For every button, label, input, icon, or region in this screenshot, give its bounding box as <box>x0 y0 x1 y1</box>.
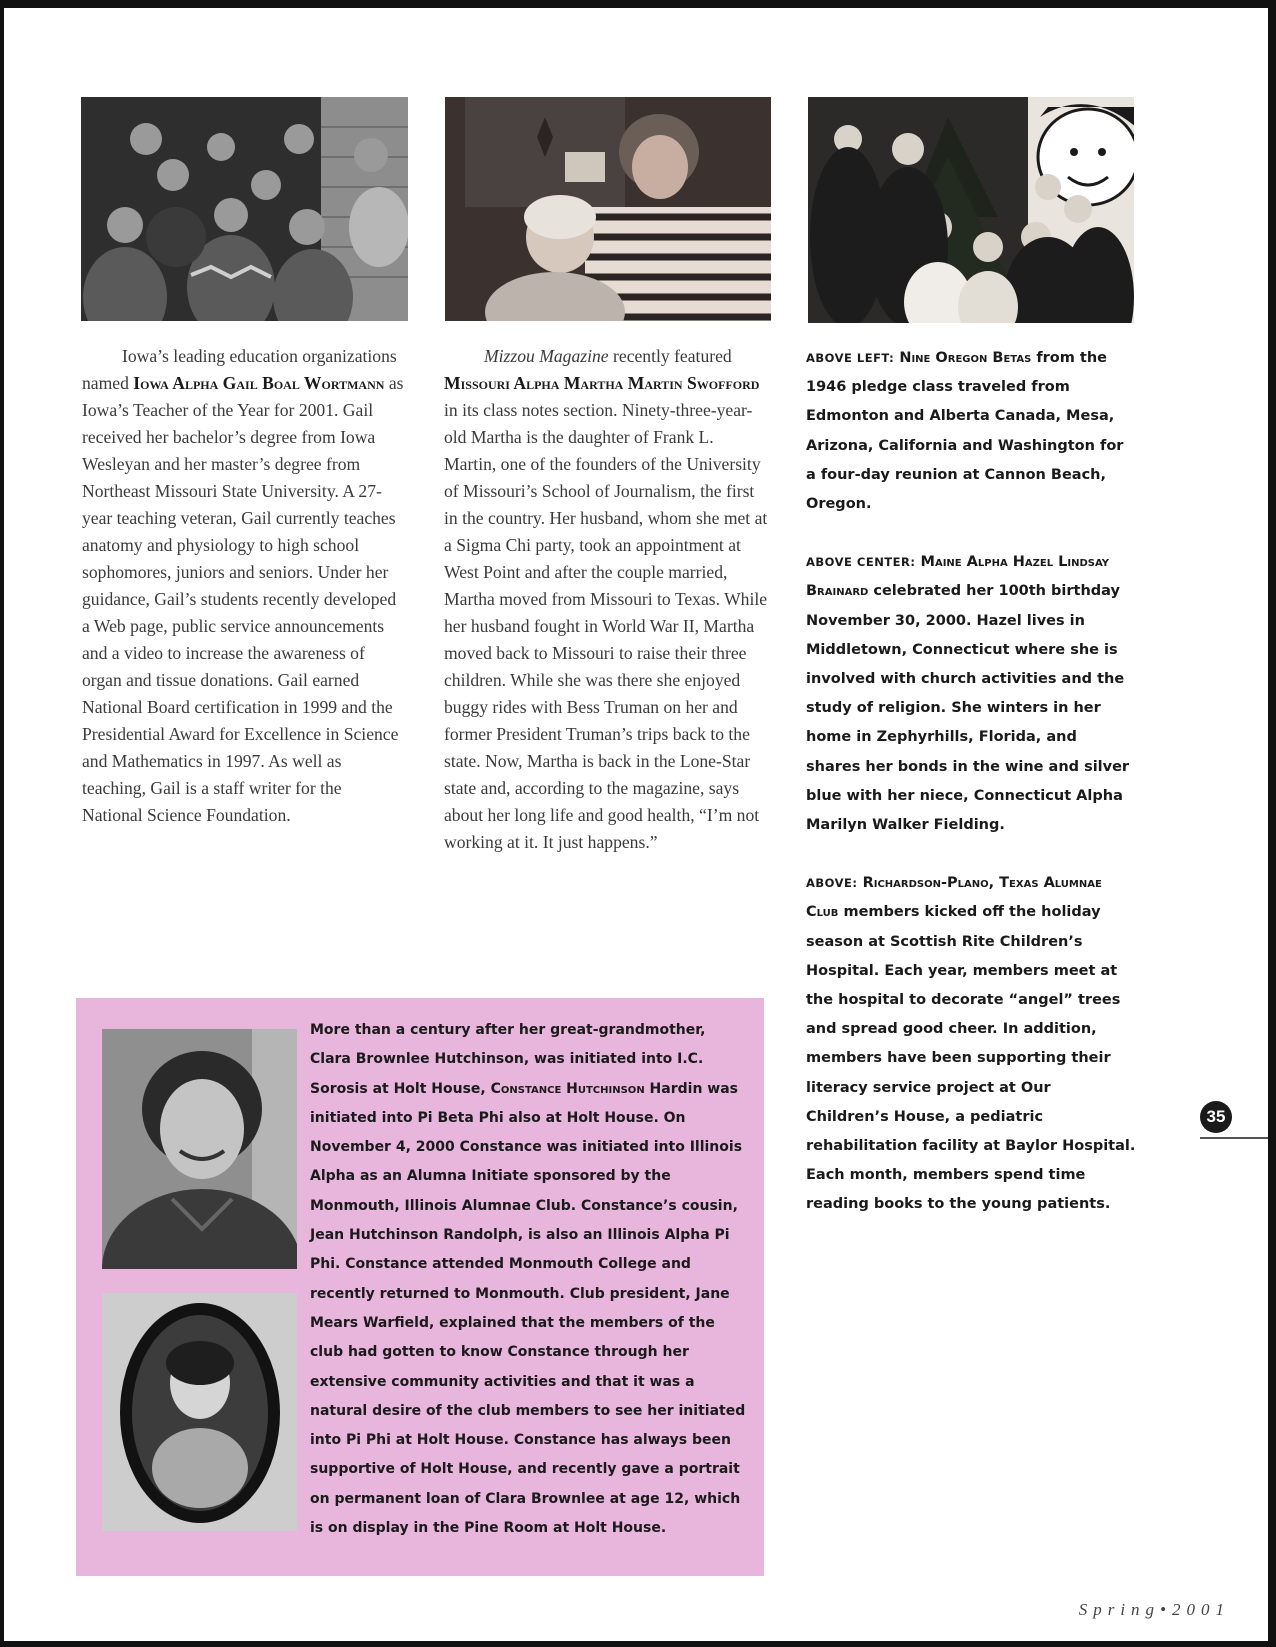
caption-above-left <box>806 344 1136 519</box>
richardson-plano-photo <box>808 97 1134 323</box>
issue-footer: Spring•2001 <box>1078 1600 1230 1619</box>
page-frame-left <box>0 0 4 1647</box>
oregon-betas-photo <box>81 97 408 321</box>
missouri-text-body: in its class notes section. Ninety-three-year-old Martha is the daughter of Frank L. Martin, one of the founders of the University of Missouri’s School of Journalism, the first in the country. Her husband, whom she met at a Sigma Chi party, took an appointment at West Point and after the couple married, Martha moved from Missouri to Texas. While her husband fought in World War II, Martha moved back to Missouri to raise their three children. While she was there she enjoyed buggy rides with Bess Truman on her and former President Truman’s trips back to the state. Now, Martha is back in the Lone-Star state and, according to the magazine, says about her long life and good health, “I’m not working at it. It just happens.” <box>444 400 768 852</box>
page-number-rule <box>1200 1137 1268 1139</box>
caption-label: ABOVE LEFT: <box>806 351 895 365</box>
photo-captions <box>806 344 1136 1249</box>
pink-honoree-name: Constance Hutchinson <box>490 1080 645 1097</box>
constance-hardin-photo <box>102 1029 297 1269</box>
caption-subject: Maine Alpha Hazel Lindsay Brainard <box>806 554 1109 600</box>
caption-label: ABOVE: <box>806 876 858 891</box>
iowa-paragraph <box>82 343 405 829</box>
page-number-badge: 35 <box>1200 1101 1232 1133</box>
page-frame-bottom <box>0 1641 1276 1647</box>
pink-paragraph <box>310 1016 750 1543</box>
hazel-brainard-photo <box>445 97 771 321</box>
caption-above <box>806 869 1136 1219</box>
missouri-honoree-name: Missouri Alpha Martha Martin Swofford <box>444 373 760 393</box>
iowa-text-intro: Iowa’s leading education organizations named <box>82 346 397 393</box>
clara-brownlee-portrait <box>102 1293 297 1531</box>
caption-text: celebrated her 100th birthday November 30, 2000. Hazel lives in Middletown, Connecticut where she is involved with church activities and the study of religion. She winters in her home in Zephyrhills, Florida, and shares her bonds in the wine and silver blue with her niece, Connecticut Alpha Marilyn Walker Fielding. <box>806 583 1130 834</box>
constance-hardin-story <box>310 1016 750 1543</box>
caption-subject: Richardson-Plano, Texas Alumnae Club <box>806 875 1102 921</box>
missouri-text-intro: recently featured <box>608 346 732 366</box>
caption-subject: Nine Oregon Betas <box>899 350 1032 366</box>
missouri-paragraph <box>444 343 769 856</box>
pink-text-body: Hardin was initiated into Pi Beta Phi also at Holt House. On November 4, 2000 Constance was initiated into Illinois Alpha as an Alumna Initiate sponsored by the Monmouth, Illinois Alumnae Club. Constance’s cousin, Jean Hutchinson Randolph, is also an Illinois Alpha Pi Phi. Constance attended Monmouth College and recently returned to Monmouth. Club president, Jane Mears Warfield, explained that the members of the club had gotten to know Constance through her extensive community activities and that it was a natural desire of the club members to see her initiated into Pi Phi at Holt House. Constance has always been supportive of Holt House, and recently gave a portrait on permanent loan of Clara Brownlee at age 12, which is on display in the Pine Room at Holt House. <box>310 1080 746 1537</box>
magazine-title: Mizzou Magazine <box>484 346 609 366</box>
caption-above-center <box>806 548 1136 840</box>
pink-text-intro: More than a century after her great-grandmother, Clara Brownlee Hutchinson, was initiated into I.C. Sorosis at Holt House, <box>310 1022 706 1097</box>
missouri-article <box>444 343 769 856</box>
iowa-text-body: as Iowa’s Teacher of the Year for 2001. Gail received her bachelor’s degree from Iowa Wesleyan and her master’s degree from Northeast Missouri State University. A 27-year teaching veteran, Gail currently teaches anatomy and physiology to high school sophomores, juniors and seniors. Under her guidance, Gail’s students recently developed a Web page, public service announcements and a video to increase the awareness of organ and tissue donations. Gail earned National Board certification in 1999 and the Presidential Award for Excellence in Science and Mathematics in 1997. As well as teaching, Gail is a staff writer for the National Science Foundation. <box>82 373 404 825</box>
page-frame-top <box>0 0 1276 8</box>
caption-text: members kicked off the holiday season at Scottish Rite Children’s Hospital. Each year, members meet at the hospital to decorate “angel” trees and spread good cheer. In addition, members have been supporting their literacy service project at Our Children’s House, a pediatric rehabilitation facility at Baylor Hospital. Each month, members spend time reading books to the young patients. <box>806 904 1136 1213</box>
caption-text: from the 1946 pledge class traveled from Edmonton and Alberta Canada, Mesa, Arizona, California and Washington for a four-day reunion at Cannon Beach, Oregon. <box>806 350 1124 513</box>
caption-label: ABOVE CENTER: <box>806 555 916 570</box>
page-frame-right <box>1268 0 1276 1647</box>
iowa-honoree-name: Iowa Alpha Gail Boal Wortmann <box>133 373 385 393</box>
iowa-teacher-article <box>82 343 405 829</box>
